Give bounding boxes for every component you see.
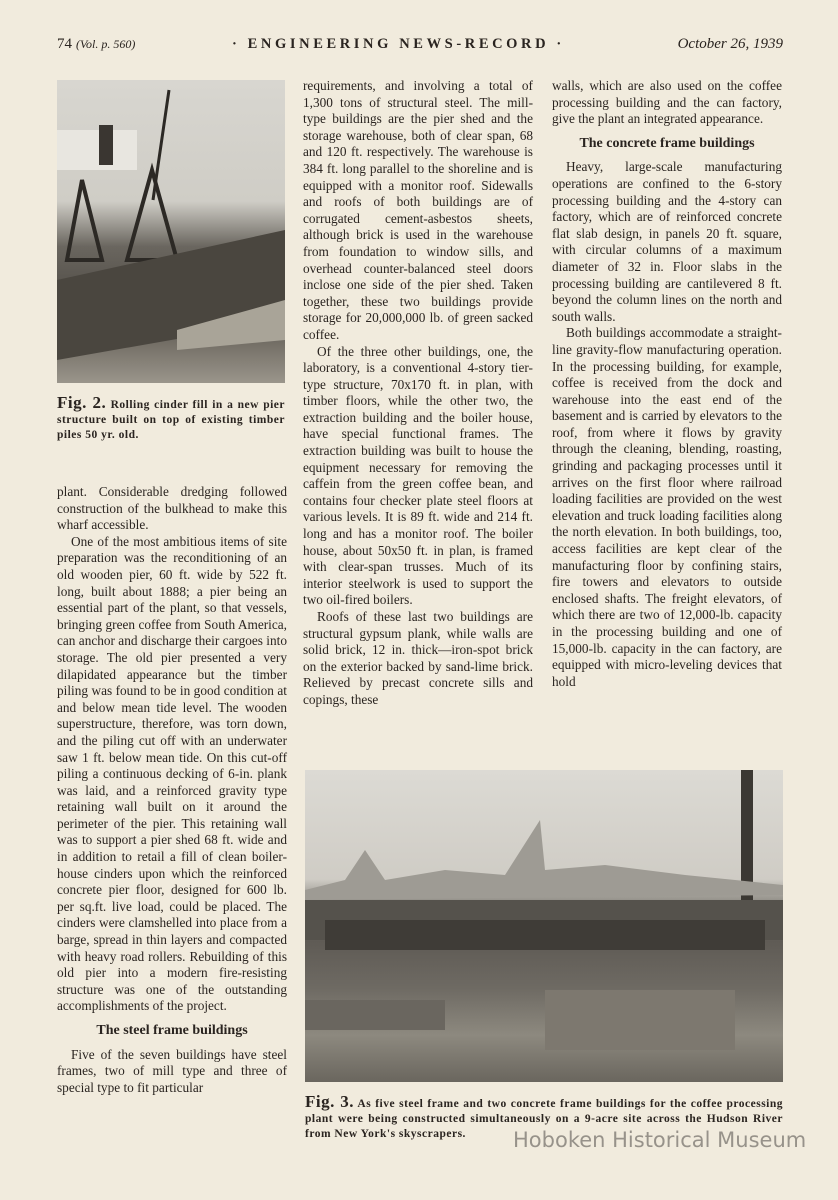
paragraph: walls, which are also used on the coffee processing building and the can factory, give the plant an integrated appearance. (552, 78, 782, 127)
page-number (57, 36, 135, 53)
fig3-photo-plant-site (305, 770, 783, 1082)
section-heading-steel-frame: The steel frame buildings (96, 1023, 248, 1038)
masthead: · ENGINEERING NEWS-RECORD · (232, 36, 565, 52)
column-2 (303, 78, 533, 709)
paragraph: plant. Considerable dredging followed construction of the bulkhead to make this wharf accessible. (57, 484, 287, 533)
fig2-caption (57, 395, 285, 443)
paragraph: One of the most ambitious items of site preparation was the reconditioning of an old wooden pier, 60 ft. wide by 522 ft. long, built about 1888; a pier being an essential part of the plant, so that vessels, bringing green coffee from South America, can anchor and discharge their cargoes into storage. The old pier presented a very dilapidated appearance but the timber piling was found to be in good condition at and below mean tide level. The wooden superstructure, therefore, was torn down, and the piling cut off with an underwater saw 1 ft. below mean tide. On this cut-off piling a continuous decking of 6-in. plank was laid, and a reinforced gravity type retaining wall built on it around the perimeter of the pier. This retaining wall was to support a pier shed 68 ft. wide and in addition to retail a fill of clean boiler-house cinders upon which the reinforced concrete pier floor, designed for 600 lb. per sq.ft. live load, could be placed. The cinders were clamshelled into place from a barge, spread in thin layers and compacted with heavy road rollers. Rebuilding of this old pier into a modern fire-resisting structure was one of the outstanding accomplishments of the project. (57, 533, 287, 1014)
section-heading-concrete-frame: The concrete frame buildings (579, 135, 755, 151)
page-number-text: 74 (57, 36, 72, 52)
fig2-photo-drawing (57, 80, 285, 383)
fig3-caption-text: As five steel frame and two concrete frame buildings for the coffee processing plant were being constructed simultaneously on a 9-acre site across the Hudson River from New York's skyscrapers. (305, 1098, 784, 1140)
paragraph: Heavy, large-scale manufacturing operations are confined to the 6-story processing building and the 4-story can factory, which are of reinforced concrete flat slab design, in panels 20 ft. square, with circular columns of a maximum diameter of 32 in. Floor slabs in the processing building are cantilevered 8 ft. beyond the column lines on the north and south walls. (552, 159, 782, 324)
fig3-photo-drawing (305, 770, 783, 1082)
paragraph: Five of the seven buildings have steel frames, two of mill type and three of special type to fit particular (57, 1046, 287, 1095)
watermark: Hoboken Historical Museum (513, 1128, 807, 1152)
column-3 (552, 78, 782, 690)
paragraph: Roofs of these last two buildings are structural gypsum plank, while walls are solid brick, 12 in. thick—iron-spot brick on the exterior backed by sand-lime brick. Relieved by precast concrete sills and copings, these (303, 609, 533, 707)
paragraph: Both buildings accommodate a straight-line gravity-flow manufacturing operation. In the processing building, for example, coffee is received from the dock and warehouse into the east end of the basement and is carried by elevators to the roof, from where it flows by gravity through the cleaning, blending, roasting, grinding and packaging processes until it arrives on the first floor where railroad loading facilities are provided on the west elevation and truck loading facilities along the north elevation. In both buildings, too, access facilities are kept clear of the manufacturing floor by confining stairs, fire towers and elevators to outside enclosed shafts. The freight elevators, of which there are two of 12,000-lb. capacity in the processing building and one of 15,000-lb. capacity in the can factory, are equipped with micro-leveling devices that hold (552, 325, 782, 689)
fig3-label: Fig. 3. (305, 1092, 355, 1111)
fig2-label: Fig. 2. (57, 393, 107, 412)
paragraph: Of the three other buildings, one, the laboratory, is a conventional 4-story tier-type structure, 70x170 ft. in plan, with timber floors, while the other two, the extraction building and the boiler house, have special functional frames. The extraction building was built to house the equipment necessary for removing the caffein from the green coffee bean, and contains four checker plate steel floors at various levels. It is 89 ft. wide and 214 ft. long and has a monitor roof. The boiler house, about 50x50 ft. in plan, is framed with clear-span trusses. Much of its interior steelwork is used to support the two oil-fired boilers. (303, 343, 533, 608)
issue-date: October 26, 1939 (677, 36, 783, 52)
paragraph: requirements, and involving a total of 1,300 tons of structural steel. The mill-type buildings are the pier shed and the storage warehouse, both of clear span, 68 and 120 ft. respectively. The warehouse is 384 ft. long parallel to the shoreline and is equipped with a monitor roof. Sidewalls and roofs of both buildings are of corrugated cement-asbestos sheets, although brick is used in the warehouse from foundation to window sills, and overhead counter-balanced steel doors inclose one side of the pier shed. Taken together, these two buildings provide storage for 20,000,000 lb. of green sacked coffee. (303, 78, 533, 342)
column-1 (57, 484, 287, 1096)
volume-ref: (Vol. p. 560) (76, 37, 136, 51)
fig2-photo-pier-construction (57, 80, 285, 383)
fig2-caption-text: Rolling cinder fill in a new pier structure built on top of existing timber piles 50 yr. old. (57, 399, 285, 441)
